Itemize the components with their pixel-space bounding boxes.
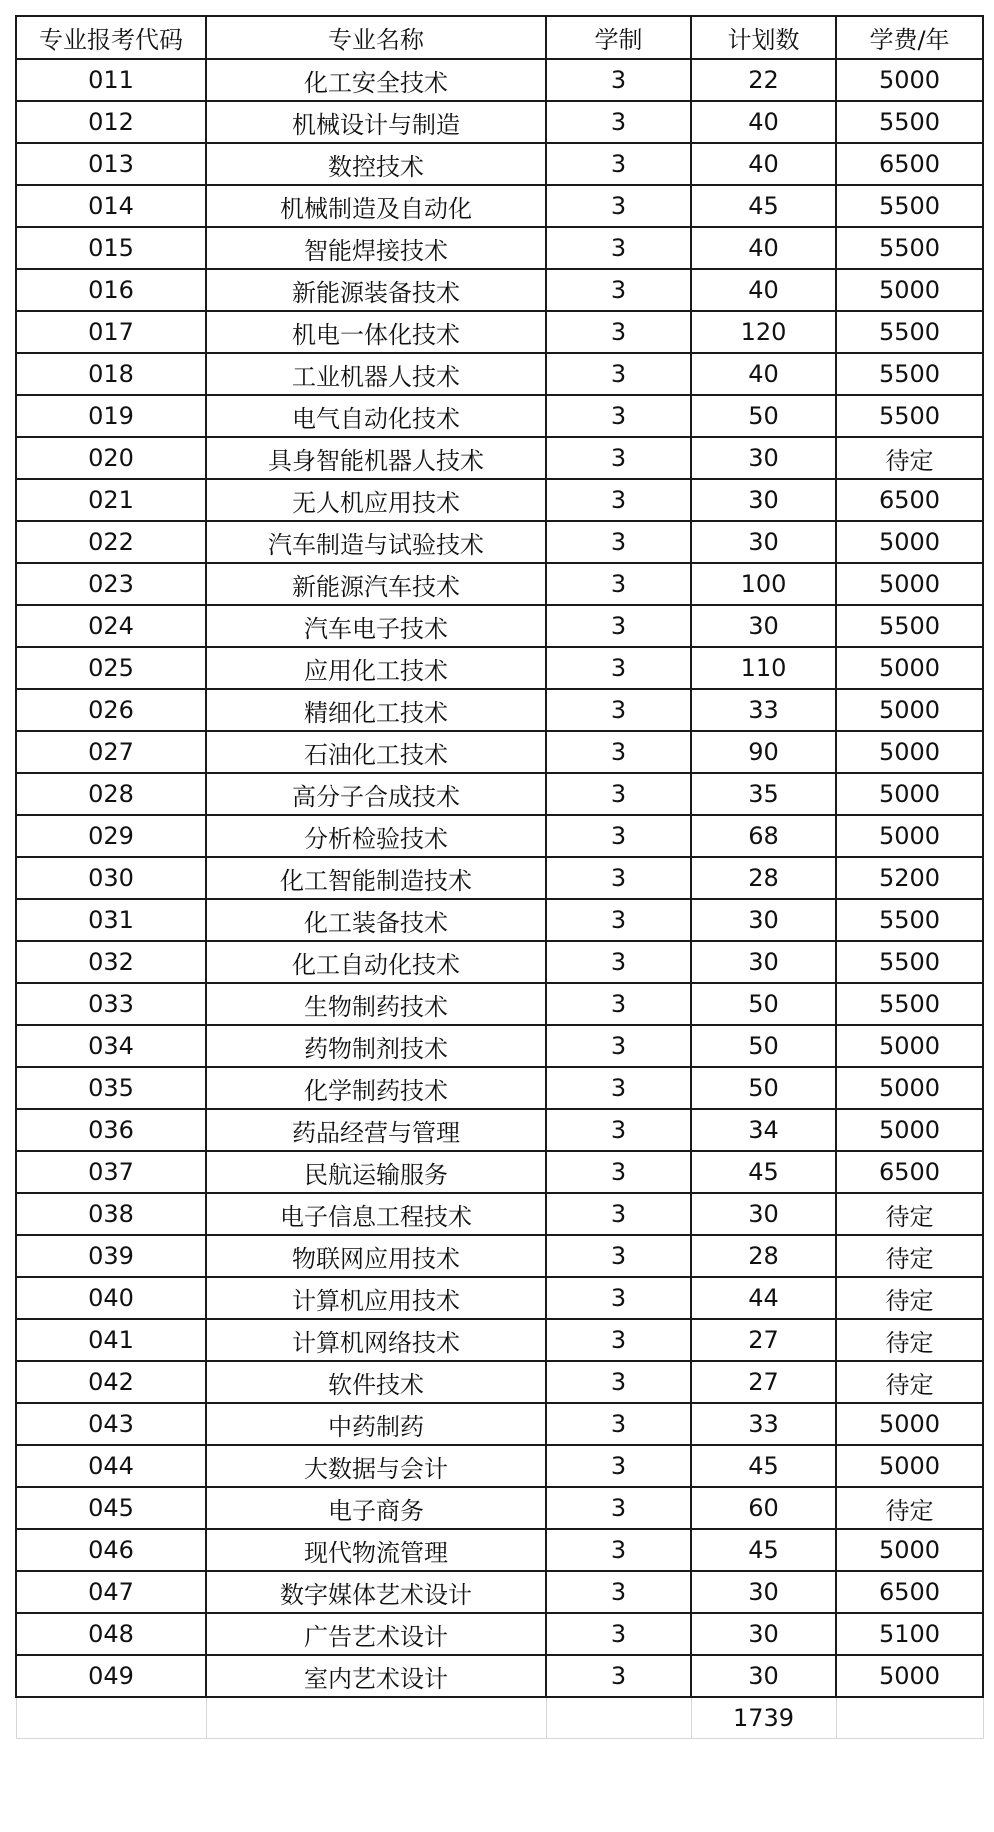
cell-name: 智能焊接技术 xyxy=(206,227,546,269)
table-row xyxy=(16,1529,983,1571)
cell-plan: 45 xyxy=(691,1529,836,1571)
cell-code: 021 xyxy=(16,479,206,521)
cell-years: 3 xyxy=(546,605,691,647)
header-fee: 学费/年 xyxy=(836,16,983,59)
cell-fee: 待定 xyxy=(836,1361,983,1403)
cell-years: 3 xyxy=(546,1361,691,1403)
table-row xyxy=(16,395,983,437)
cell-fee: 5500 xyxy=(836,395,983,437)
header-code: 专业报考代码 xyxy=(16,16,206,59)
cell-code: 011 xyxy=(16,59,206,101)
cell-code: 037 xyxy=(16,1151,206,1193)
cell-name: 精细化工技术 xyxy=(206,689,546,731)
cell-name: 大数据与会计 xyxy=(206,1445,546,1487)
header-years: 学制 xyxy=(546,16,691,59)
cell-name: 机械制造及自动化 xyxy=(206,185,546,227)
cell-years: 3 xyxy=(546,1109,691,1151)
cell-name: 中药制药 xyxy=(206,1403,546,1445)
cell-years: 3 xyxy=(546,941,691,983)
cell-code: 017 xyxy=(16,311,206,353)
cell-name: 药物制剂技术 xyxy=(206,1025,546,1067)
cell-years: 3 xyxy=(546,1613,691,1655)
cell-plan: 22 xyxy=(691,59,836,101)
cell-name: 汽车电子技术 xyxy=(206,605,546,647)
cell-fee: 5500 xyxy=(836,353,983,395)
cell-plan: 50 xyxy=(691,1067,836,1109)
cell-name: 数字媒体艺术设计 xyxy=(206,1571,546,1613)
table-row xyxy=(16,941,983,983)
cell-years: 3 xyxy=(546,1571,691,1613)
cell-code: 044 xyxy=(16,1445,206,1487)
cell-name: 化工智能制造技术 xyxy=(206,857,546,899)
cell-years: 3 xyxy=(546,353,691,395)
table-row xyxy=(16,689,983,731)
table-row xyxy=(16,185,983,227)
cell-plan: 45 xyxy=(691,1151,836,1193)
cell-plan: 30 xyxy=(691,521,836,563)
cell-name: 化工装备技术 xyxy=(206,899,546,941)
cell-code: 033 xyxy=(16,983,206,1025)
cell-plan: 50 xyxy=(691,983,836,1025)
cell-code: 034 xyxy=(16,1025,206,1067)
cell-plan: 68 xyxy=(691,815,836,857)
cell-code: 041 xyxy=(16,1319,206,1361)
cell-fee: 5500 xyxy=(836,311,983,353)
cell-years: 3 xyxy=(546,185,691,227)
cell-name: 分析检验技术 xyxy=(206,815,546,857)
table-row xyxy=(16,1025,983,1067)
cell-name: 汽车制造与试验技术 xyxy=(206,521,546,563)
table-row xyxy=(16,1193,983,1235)
table-row xyxy=(16,857,983,899)
cell-plan: 34 xyxy=(691,1109,836,1151)
table-row xyxy=(16,1277,983,1319)
cell-plan: 27 xyxy=(691,1361,836,1403)
table-row xyxy=(16,815,983,857)
table-row xyxy=(16,311,983,353)
cell-code: 038 xyxy=(16,1193,206,1235)
total-plan-cell: 1739 xyxy=(691,1697,836,1739)
total-blank-cell xyxy=(546,1697,691,1739)
cell-years: 3 xyxy=(546,1487,691,1529)
cell-code: 013 xyxy=(16,143,206,185)
cell-years: 3 xyxy=(546,521,691,563)
cell-code: 043 xyxy=(16,1403,206,1445)
cell-plan: 100 xyxy=(691,563,836,605)
cell-fee: 5000 xyxy=(836,731,983,773)
cell-plan: 40 xyxy=(691,143,836,185)
cell-years: 3 xyxy=(546,1235,691,1277)
table-row xyxy=(16,1613,983,1655)
cell-name: 工业机器人技术 xyxy=(206,353,546,395)
cell-fee: 5000 xyxy=(836,815,983,857)
cell-years: 3 xyxy=(546,1445,691,1487)
table-row xyxy=(16,773,983,815)
cell-plan: 40 xyxy=(691,101,836,143)
cell-name: 新能源装备技术 xyxy=(206,269,546,311)
cell-plan: 27 xyxy=(691,1319,836,1361)
cell-fee: 5500 xyxy=(836,185,983,227)
cell-name: 机电一体化技术 xyxy=(206,311,546,353)
table-row xyxy=(16,731,983,773)
header-row xyxy=(16,16,983,59)
cell-fee: 6500 xyxy=(836,479,983,521)
cell-years: 3 xyxy=(546,1529,691,1571)
table-row xyxy=(16,647,983,689)
cell-fee: 5000 xyxy=(836,521,983,563)
cell-fee: 待定 xyxy=(836,1193,983,1235)
cell-years: 3 xyxy=(546,1277,691,1319)
cell-plan: 30 xyxy=(691,605,836,647)
cell-code: 036 xyxy=(16,1109,206,1151)
table-row xyxy=(16,437,983,479)
cell-plan: 44 xyxy=(691,1277,836,1319)
cell-fee: 5200 xyxy=(836,857,983,899)
cell-code: 018 xyxy=(16,353,206,395)
cell-name: 化工自动化技术 xyxy=(206,941,546,983)
header-plan: 计划数 xyxy=(691,16,836,59)
cell-name: 室内艺术设计 xyxy=(206,1655,546,1697)
cell-code: 031 xyxy=(16,899,206,941)
cell-plan: 45 xyxy=(691,1445,836,1487)
cell-fee: 5000 xyxy=(836,563,983,605)
cell-fee: 6500 xyxy=(836,1571,983,1613)
cell-code: 024 xyxy=(16,605,206,647)
cell-code: 027 xyxy=(16,731,206,773)
cell-name: 具身智能机器人技术 xyxy=(206,437,546,479)
cell-code: 046 xyxy=(16,1529,206,1571)
cell-plan: 40 xyxy=(691,227,836,269)
cell-code: 032 xyxy=(16,941,206,983)
cell-name: 电子商务 xyxy=(206,1487,546,1529)
cell-years: 3 xyxy=(546,269,691,311)
table-row xyxy=(16,1235,983,1277)
cell-fee: 待定 xyxy=(836,1487,983,1529)
cell-plan: 120 xyxy=(691,311,836,353)
cell-code: 029 xyxy=(16,815,206,857)
cell-years: 3 xyxy=(546,983,691,1025)
cell-name: 生物制药技术 xyxy=(206,983,546,1025)
cell-plan: 50 xyxy=(691,395,836,437)
cell-years: 3 xyxy=(546,1403,691,1445)
table-row xyxy=(16,269,983,311)
cell-years: 3 xyxy=(546,1319,691,1361)
cell-fee: 5500 xyxy=(836,227,983,269)
cell-fee: 待定 xyxy=(836,437,983,479)
cell-code: 048 xyxy=(16,1613,206,1655)
cell-years: 3 xyxy=(546,1193,691,1235)
table-row xyxy=(16,1403,983,1445)
table-row xyxy=(16,1487,983,1529)
cell-years: 3 xyxy=(546,143,691,185)
table-row xyxy=(16,1445,983,1487)
table-row xyxy=(16,521,983,563)
table-body xyxy=(16,59,983,1697)
cell-years: 3 xyxy=(546,647,691,689)
cell-plan: 45 xyxy=(691,185,836,227)
cell-fee: 5000 xyxy=(836,1529,983,1571)
cell-plan: 33 xyxy=(691,689,836,731)
cell-code: 025 xyxy=(16,647,206,689)
cell-plan: 30 xyxy=(691,479,836,521)
cell-plan: 60 xyxy=(691,1487,836,1529)
cell-code: 035 xyxy=(16,1067,206,1109)
cell-code: 020 xyxy=(16,437,206,479)
total-row xyxy=(16,1697,983,1739)
table-row xyxy=(16,1067,983,1109)
cell-fee: 5000 xyxy=(836,59,983,101)
cell-plan: 30 xyxy=(691,1613,836,1655)
cell-years: 3 xyxy=(546,1025,691,1067)
cell-name: 广告艺术设计 xyxy=(206,1613,546,1655)
table-row xyxy=(16,899,983,941)
cell-code: 045 xyxy=(16,1487,206,1529)
cell-code: 039 xyxy=(16,1235,206,1277)
cell-fee: 5500 xyxy=(836,899,983,941)
header-name: 专业名称 xyxy=(206,16,546,59)
cell-years: 3 xyxy=(546,731,691,773)
table-row xyxy=(16,983,983,1025)
cell-name: 计算机应用技术 xyxy=(206,1277,546,1319)
cell-years: 3 xyxy=(546,773,691,815)
table-row xyxy=(16,1319,983,1361)
cell-code: 012 xyxy=(16,101,206,143)
cell-name: 化学制药技术 xyxy=(206,1067,546,1109)
cell-name: 计算机网络技术 xyxy=(206,1319,546,1361)
cell-code: 022 xyxy=(16,521,206,563)
cell-plan: 30 xyxy=(691,899,836,941)
cell-plan: 28 xyxy=(691,1235,836,1277)
table-row xyxy=(16,143,983,185)
cell-name: 现代物流管理 xyxy=(206,1529,546,1571)
cell-plan: 50 xyxy=(691,1025,836,1067)
cell-years: 3 xyxy=(546,311,691,353)
cell-code: 016 xyxy=(16,269,206,311)
table-row xyxy=(16,59,983,101)
cell-plan: 30 xyxy=(691,1193,836,1235)
cell-years: 3 xyxy=(546,815,691,857)
cell-name: 电气自动化技术 xyxy=(206,395,546,437)
cell-fee: 5000 xyxy=(836,1109,983,1151)
table-row xyxy=(16,1151,983,1193)
cell-plan: 40 xyxy=(691,269,836,311)
cell-fee: 6500 xyxy=(836,1151,983,1193)
cell-years: 3 xyxy=(546,899,691,941)
cell-plan: 110 xyxy=(691,647,836,689)
table-row xyxy=(16,101,983,143)
cell-plan: 30 xyxy=(691,941,836,983)
cell-name: 新能源汽车技术 xyxy=(206,563,546,605)
cell-fee: 5000 xyxy=(836,647,983,689)
cell-fee: 5000 xyxy=(836,1403,983,1445)
cell-plan: 33 xyxy=(691,1403,836,1445)
cell-fee: 待定 xyxy=(836,1277,983,1319)
cell-fee: 6500 xyxy=(836,143,983,185)
cell-name: 电子信息工程技术 xyxy=(206,1193,546,1235)
majors-table-container xyxy=(15,15,984,1739)
cell-code: 028 xyxy=(16,773,206,815)
cell-years: 3 xyxy=(546,1067,691,1109)
cell-years: 3 xyxy=(546,479,691,521)
majors-table xyxy=(15,15,984,1739)
cell-years: 3 xyxy=(546,101,691,143)
cell-name: 数控技术 xyxy=(206,143,546,185)
cell-years: 3 xyxy=(546,395,691,437)
cell-fee: 5500 xyxy=(836,941,983,983)
cell-plan: 30 xyxy=(691,437,836,479)
cell-plan: 30 xyxy=(691,1655,836,1697)
cell-fee: 5000 xyxy=(836,1445,983,1487)
cell-years: 3 xyxy=(546,689,691,731)
cell-fee: 5100 xyxy=(836,1613,983,1655)
cell-name: 药品经营与管理 xyxy=(206,1109,546,1151)
table-row xyxy=(16,1571,983,1613)
cell-name: 民航运输服务 xyxy=(206,1151,546,1193)
table-row xyxy=(16,1109,983,1151)
table-row xyxy=(16,227,983,269)
cell-code: 019 xyxy=(16,395,206,437)
cell-name: 机械设计与制造 xyxy=(206,101,546,143)
table-row xyxy=(16,353,983,395)
cell-name: 无人机应用技术 xyxy=(206,479,546,521)
cell-name: 高分子合成技术 xyxy=(206,773,546,815)
cell-plan: 40 xyxy=(691,353,836,395)
cell-code: 023 xyxy=(16,563,206,605)
cell-fee: 5000 xyxy=(836,269,983,311)
cell-years: 3 xyxy=(546,59,691,101)
cell-fee: 待定 xyxy=(836,1235,983,1277)
cell-name: 物联网应用技术 xyxy=(206,1235,546,1277)
cell-code: 042 xyxy=(16,1361,206,1403)
cell-code: 015 xyxy=(16,227,206,269)
cell-fee: 5500 xyxy=(836,983,983,1025)
cell-fee: 5000 xyxy=(836,1067,983,1109)
cell-years: 3 xyxy=(546,437,691,479)
table-row xyxy=(16,605,983,647)
cell-name: 化工安全技术 xyxy=(206,59,546,101)
cell-code: 026 xyxy=(16,689,206,731)
cell-name: 软件技术 xyxy=(206,1361,546,1403)
table-row xyxy=(16,1655,983,1697)
cell-fee: 待定 xyxy=(836,1319,983,1361)
cell-code: 040 xyxy=(16,1277,206,1319)
cell-fee: 5000 xyxy=(836,1655,983,1697)
cell-code: 049 xyxy=(16,1655,206,1697)
table-row xyxy=(16,563,983,605)
total-blank-cell xyxy=(16,1697,206,1739)
cell-years: 3 xyxy=(546,1655,691,1697)
cell-years: 3 xyxy=(546,1151,691,1193)
table-row xyxy=(16,1361,983,1403)
cell-fee: 5500 xyxy=(836,101,983,143)
cell-years: 3 xyxy=(546,563,691,605)
cell-fee: 5000 xyxy=(836,689,983,731)
cell-fee: 5000 xyxy=(836,1025,983,1067)
table-row xyxy=(16,479,983,521)
cell-name: 石油化工技术 xyxy=(206,731,546,773)
cell-code: 047 xyxy=(16,1571,206,1613)
cell-fee: 5000 xyxy=(836,773,983,815)
cell-plan: 35 xyxy=(691,773,836,815)
cell-years: 3 xyxy=(546,227,691,269)
total-blank-cell xyxy=(206,1697,546,1739)
cell-years: 3 xyxy=(546,857,691,899)
cell-plan: 30 xyxy=(691,1571,836,1613)
cell-plan: 90 xyxy=(691,731,836,773)
cell-code: 030 xyxy=(16,857,206,899)
cell-code: 014 xyxy=(16,185,206,227)
cell-name: 应用化工技术 xyxy=(206,647,546,689)
cell-fee: 5500 xyxy=(836,605,983,647)
cell-plan: 28 xyxy=(691,857,836,899)
total-blank-cell xyxy=(836,1697,983,1739)
